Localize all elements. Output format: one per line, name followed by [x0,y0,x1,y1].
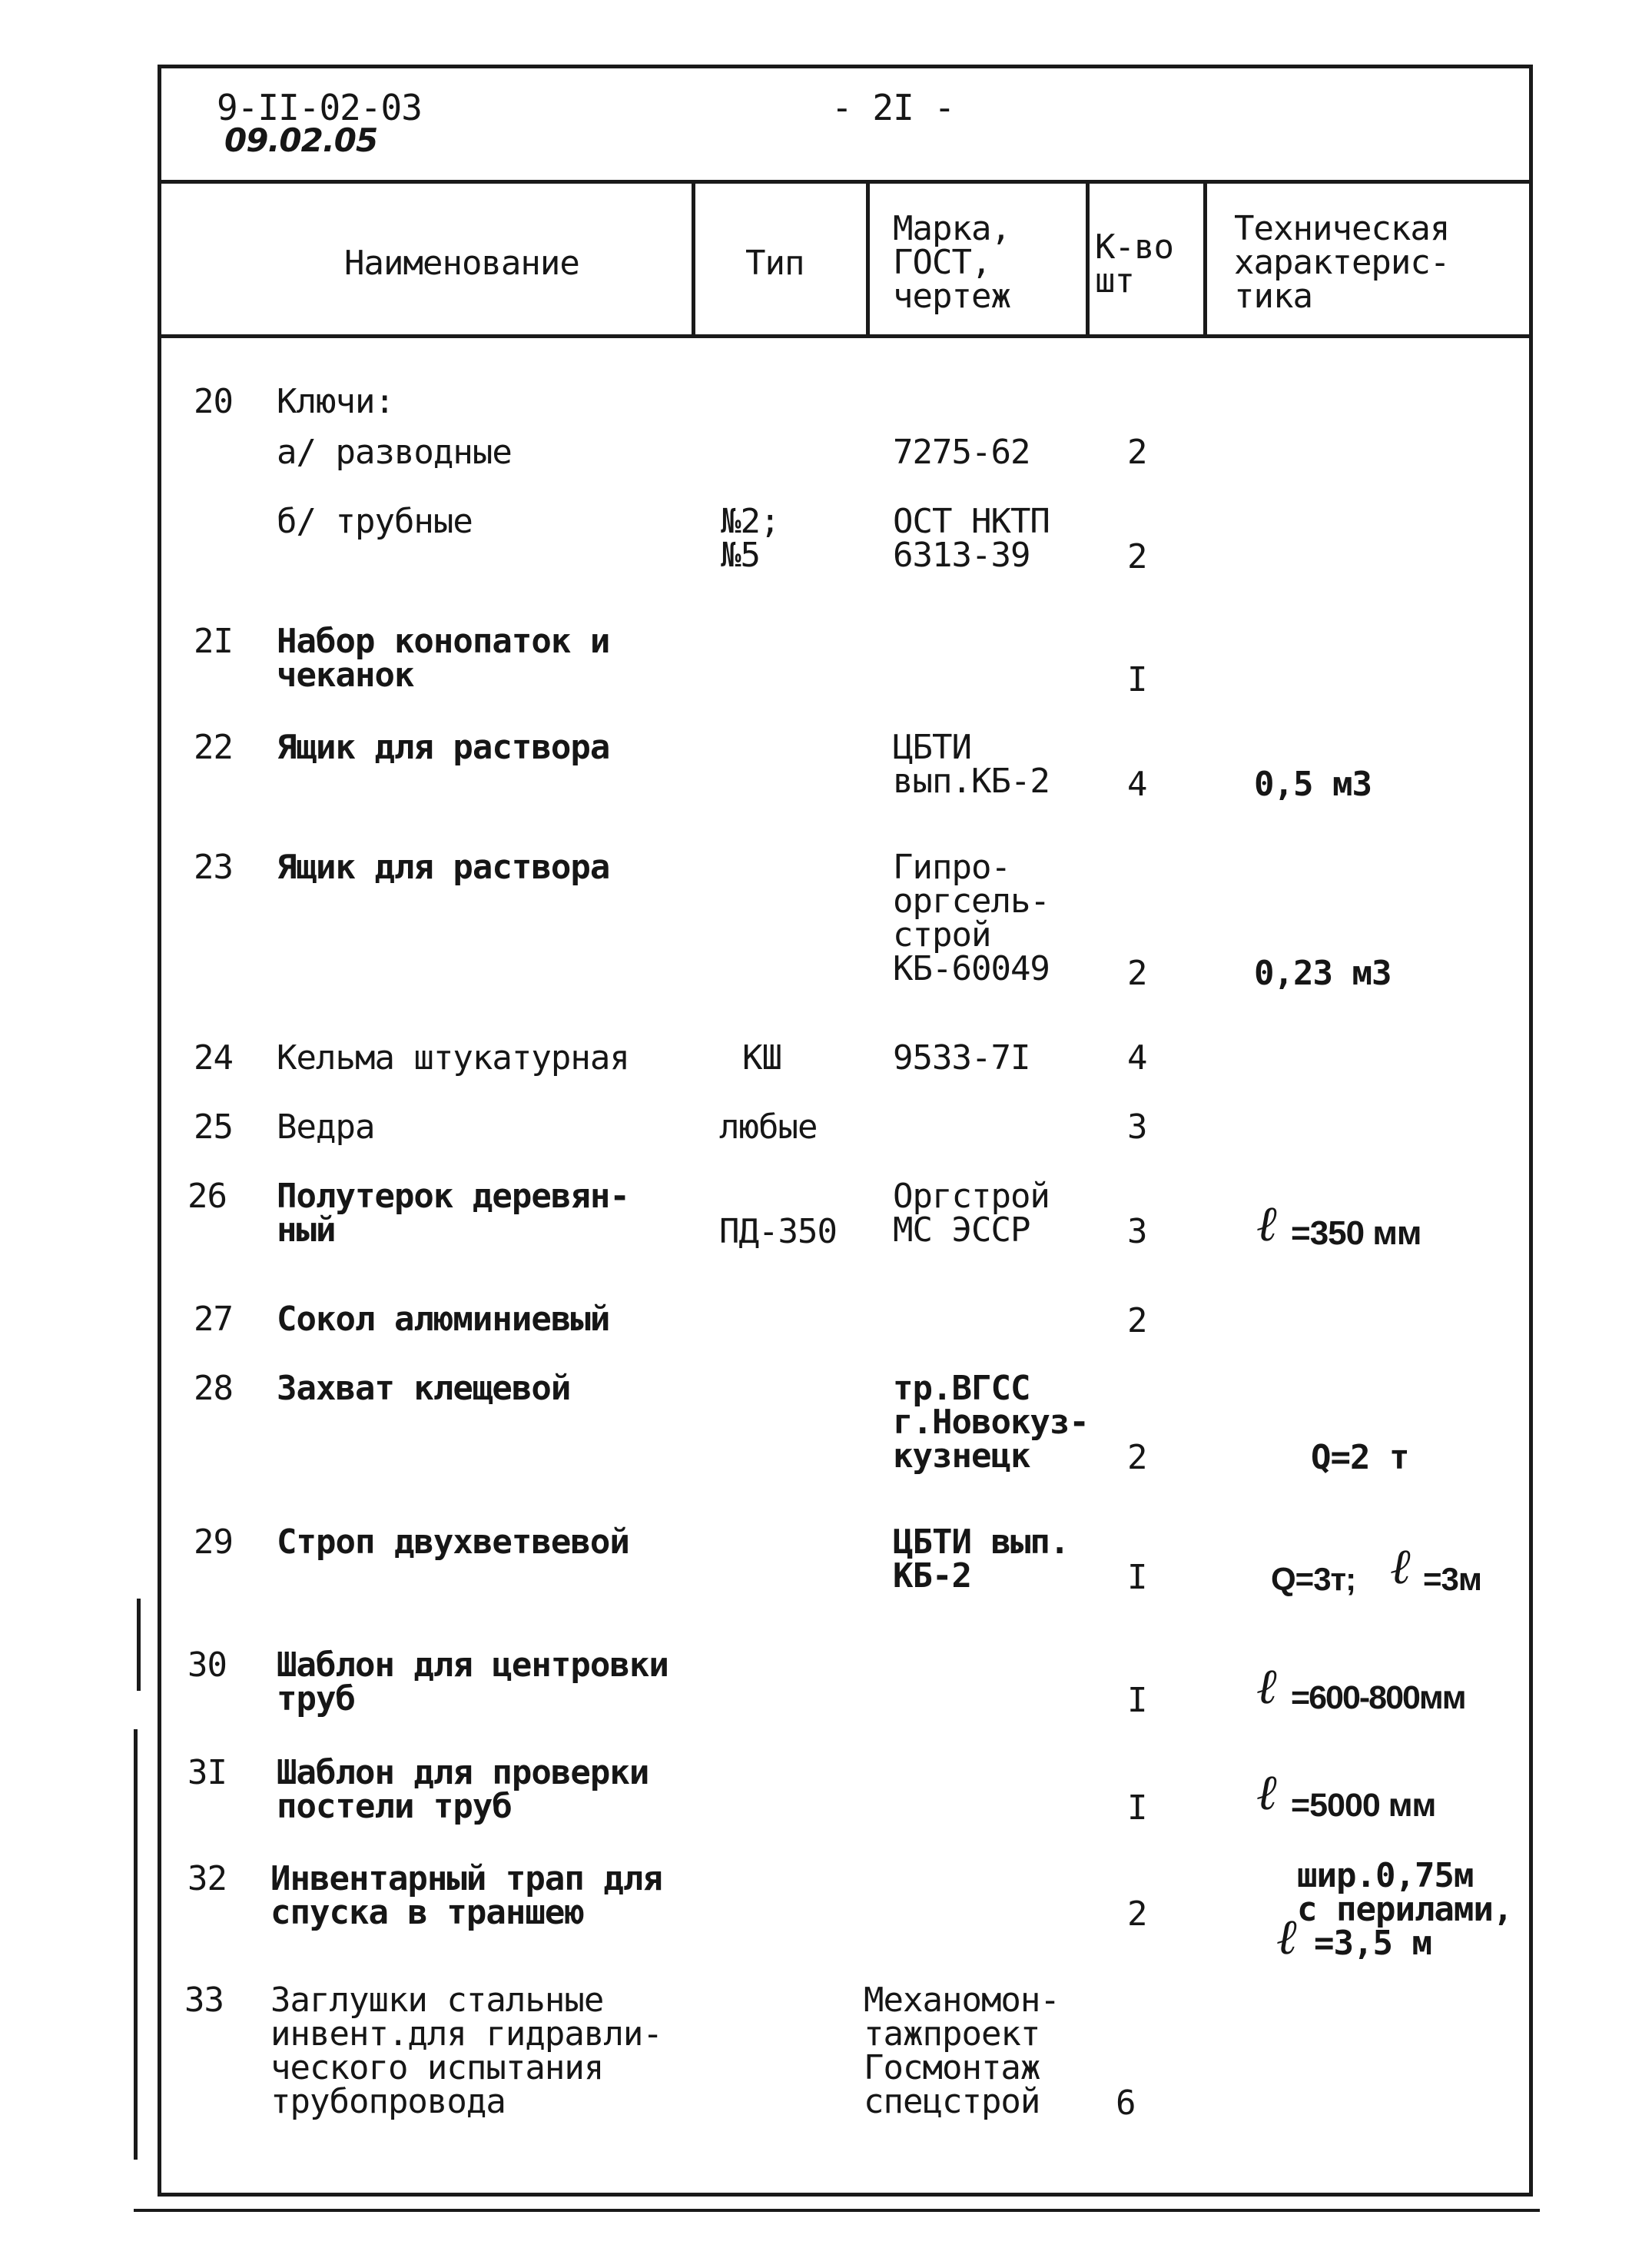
item-qty: 2 [1127,1438,1147,1477]
item-mark: Госмонтаж [864,2048,1040,2087]
row-number: 30 [187,1645,227,1685]
item-name: трубопровода [270,2082,506,2121]
row-number: 24 [194,1038,233,1078]
item-qty: 2 [1127,1894,1147,1934]
length-symbol: ℓ [1257,1195,1278,1253]
item-qty: I [1127,1558,1147,1597]
item-name: Полутерок деревян- [277,1177,629,1216]
column-header-type: Тип [745,244,804,283]
item-mark: МС ЭССР [893,1210,1030,1250]
column-header-divider [158,334,1533,338]
length-symbol: ℓ [1257,1658,1278,1715]
margin-mark [134,1729,138,2160]
length-symbol: ℓ [1277,1908,1298,1966]
item-qty: I [1127,660,1147,699]
column-divider-4 [1203,180,1207,338]
item-name: ческого испытания [270,2048,604,2087]
item-spec: 0,5 м3 [1254,765,1372,804]
item-qty: 3 [1127,1212,1147,1251]
item-mark: строй [893,915,991,955]
item-name: постели труб [277,1787,512,1826]
column-header-name: Наименование [344,244,579,283]
item-mark: КБ-2 [893,1556,971,1596]
row-number: 29 [194,1522,233,1562]
item-spec: Q=3т; [1271,1561,1356,1597]
length-symbol: ℓ [1257,1764,1278,1821]
item-name: спуска в траншею [270,1893,584,1932]
item-spec: 0,23 м3 [1254,954,1392,993]
item-spec: =3м [1423,1561,1481,1597]
row-number: 23 [194,848,233,887]
item-qty: 2 [1127,954,1147,993]
item-name: Ключи: [277,382,394,421]
item-qty: 2 [1127,1301,1147,1340]
item-mark: кузнецк [893,1436,1030,1476]
item-mark: г.Новокуз- [893,1403,1089,1442]
item-type: №5 [721,536,760,575]
item-type: ПД-350 [719,1212,837,1251]
row-number: 27 [194,1300,233,1339]
row-number: 32 [187,1859,227,1898]
item-name: Сокол алюминиевый [277,1300,610,1339]
item-name: Шаблон для проверки [277,1753,649,1792]
item-mark: 9533-7I [893,1038,1030,1078]
item-mark: ОСТ НКТП [893,502,1050,541]
item-spec: Q=2 т [1311,1438,1409,1477]
item-mark: КБ-60049 [893,949,1050,988]
row-number: 25 [194,1107,233,1147]
bottom-rule [134,2209,1540,2212]
item-mark: ЦБТИ [893,728,971,767]
column-header-mark: Марка, ГОСТ, чертеж [893,209,1010,316]
item-qty: I [1127,1681,1147,1720]
item-mark: тажпроект [864,2014,1040,2054]
row-number: 22 [194,728,233,767]
row-number: 26 [187,1177,227,1216]
item-mark: 6313-39 [893,536,1030,575]
item-mark: спецстрой [864,2082,1040,2121]
document-code: 9-II-02-03 [217,87,422,128]
item-mark: тр.ВГСС [893,1369,1030,1408]
item-mark: 7275-62 [893,433,1030,472]
item-spec: шир.0,75м [1297,1856,1474,1895]
item-name: Кельма штукатурная [277,1038,629,1078]
item-type: КШ [742,1038,781,1078]
column-divider-1 [692,180,695,338]
item-name: Строп двухветвевой [277,1522,629,1562]
item-spec: =600-800мм [1291,1679,1465,1716]
item-mark: вып.КБ-2 [893,762,1050,801]
row-number: 3I [187,1753,227,1792]
item-mark: Оргстрой [893,1177,1050,1216]
page-number: - 2I - [831,87,955,128]
item-name: Ведра [277,1107,375,1147]
row-number: 20 [194,382,233,421]
item-name: чеканок [277,656,414,695]
item-qty: 2 [1127,537,1147,576]
document-date: 09.02.05 [224,121,378,159]
item-spec: с перилами, [1297,1890,1513,1929]
item-type: любые [719,1107,818,1147]
item-name: ный [277,1210,336,1250]
item-name: Захват клещевой [277,1369,571,1408]
item-name: Инвентарный трап для [270,1859,662,1898]
item-name: б/ трубные [277,502,473,541]
length-symbol: ℓ [1391,1538,1411,1596]
item-mark: Гипро- [893,848,1010,887]
item-name: Ящик для раствора [277,848,610,887]
item-mark: оргсель- [893,882,1050,921]
item-qty: 4 [1127,765,1147,804]
item-qty: 4 [1127,1038,1147,1078]
item-qty: I [1127,1788,1147,1828]
item-mark: ЦБТИ вып. [893,1522,1070,1562]
item-name: Набор конопаток и [277,622,610,661]
item-spec: =5000 мм [1291,1787,1436,1824]
item-spec: =350 мм [1291,1214,1421,1252]
item-spec: =3,5 м [1314,1924,1431,1963]
column-header-qty: К-во шт [1095,227,1173,301]
header-divider [158,180,1533,184]
margin-mark [137,1599,141,1691]
item-qty: 3 [1127,1107,1147,1147]
item-name: Шаблон для центровки [277,1645,668,1685]
item-qty: 6 [1116,2084,1136,2123]
item-type: №2; [721,502,780,541]
row-number: 28 [194,1369,233,1408]
item-mark: Механомон- [864,1981,1060,2020]
column-divider-2 [866,180,870,338]
row-number: 2I [194,622,233,661]
item-name: труб [277,1679,355,1718]
item-name: инвент.для гидравли- [270,2014,662,2054]
item-qty: 2 [1127,433,1147,472]
item-name: Заглушки стальные [270,1981,604,2020]
item-name: а/ разводные [277,433,512,472]
item-name: Ящик для раствора [277,728,610,767]
column-header-spec: Техническая характерис- тика [1234,209,1450,316]
row-number: 33 [184,1981,224,2020]
column-divider-3 [1086,180,1090,338]
